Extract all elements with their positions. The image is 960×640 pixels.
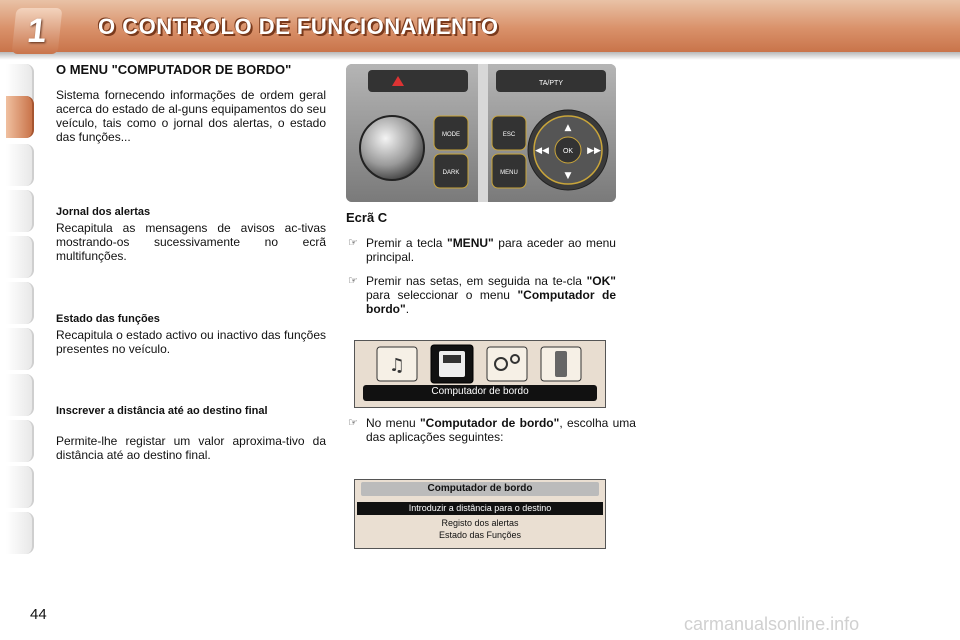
function-status-text: Recapitula o estado activo ou inactivo das funções presentes no veículo. (56, 328, 326, 356)
esc-button-label: ESC (502, 132, 516, 138)
chapter-tab (6, 236, 34, 278)
menu-button-label: MENU (500, 170, 518, 176)
pointer-icon: ☞ (348, 237, 358, 249)
mode-button-label: MODE (442, 132, 460, 138)
step-3-text-end: , escolha uma das aplicações seguintes: (366, 416, 636, 444)
left-column (56, 62, 326, 144)
chapter-tab (6, 420, 34, 462)
step-3-menu: "Computador de bordo" (419, 416, 560, 430)
arrow-right-icon: ▶▶ (587, 146, 601, 156)
chapter-tab (6, 328, 34, 370)
arrow-up-icon: ▲ (564, 123, 572, 133)
step-1 (346, 236, 616, 264)
ok-button-label: OK (562, 148, 574, 155)
page-title: O CONTROLO DE FUNCIONAMENTO (98, 14, 499, 39)
header-shadow (0, 52, 960, 60)
control-panel-illustration (346, 64, 616, 202)
chapter-tab (6, 374, 34, 416)
distance-text: Permite-lhe registar um valor aproxima-tivo da distância até ao destino final. (56, 434, 326, 462)
chapter-tab (6, 512, 34, 554)
volume-knob (360, 116, 424, 180)
watermark: carmanualsonline.info (684, 614, 860, 634)
trip-computer-screen (354, 479, 606, 549)
selected-menu-label: Computador de bordo (431, 386, 529, 397)
menu-icons-drawing (355, 341, 605, 407)
step-3-text: No menu (366, 416, 420, 430)
pointer-icon: ☞ (348, 275, 358, 287)
distance-title: Inscrever a distância até ao destino final (56, 405, 268, 417)
pointer-icon: ☞ (348, 417, 358, 429)
ta-pty-label: TA/PTY (539, 80, 563, 87)
step-2-key: "OK" (586, 274, 616, 288)
section-heading: O MENU "COMPUTADOR DE BORDO" (56, 62, 292, 77)
right-column (346, 210, 616, 316)
warning-log-text: Recapitula as mensagens de avisos ac-tivas mostrando-os sucessivamente no ecrã multifunções. (56, 221, 326, 263)
intro-text: Sistema fornecendo informações de ordem geral acerca do estado de al-guns equipamentos do seu veículo, tais como o jornal dos alertas, o estado das funções... (56, 88, 326, 144)
chapter-tab (6, 282, 34, 324)
step-1-key: "MENU" (447, 236, 494, 250)
function-status-title: Estado das funções (56, 313, 160, 325)
chapter-number: 1 (12, 8, 63, 54)
step-2-text-mid: para seleccionar o menu (366, 288, 518, 302)
warning-log-title: Jornal dos alertas (56, 206, 151, 218)
menu-option: Estado das Funções (438, 530, 522, 540)
step-2-menu: "Computador de bordo" (366, 288, 617, 316)
page-number: 44 (30, 606, 47, 623)
chapter-tab (6, 190, 34, 232)
step-1-text: Premir a tecla (366, 236, 447, 250)
step-2-text-end: . (405, 302, 410, 316)
step-2 (346, 274, 616, 316)
control-panel-drawing (346, 64, 616, 202)
screen-c-heading: Ecrã C (346, 210, 388, 225)
arrow-left-icon: ◀◀ (535, 146, 549, 156)
menu-option-selected: Introduzir a distância para o destino (357, 502, 603, 515)
menu-option: Registo dos alertas (441, 518, 519, 528)
dark-button-label: DARK (442, 170, 460, 176)
chapter-tab (6, 144, 34, 186)
chapter-tabs (0, 64, 36, 574)
step-1-text-end: para aceder ao menu principal. (366, 236, 616, 264)
step-2-text: Premir nas setas, em seguida na te-cla (366, 274, 587, 288)
svg-text:♫: ♫ (388, 355, 406, 376)
main-menu-screen (354, 340, 606, 408)
chapter-tab-active (6, 96, 34, 138)
chapter-tab (6, 466, 34, 508)
screen-title: Computador de bordo (361, 482, 599, 496)
step-3 (346, 416, 636, 444)
arrow-down-icon: ▼ (564, 171, 572, 181)
